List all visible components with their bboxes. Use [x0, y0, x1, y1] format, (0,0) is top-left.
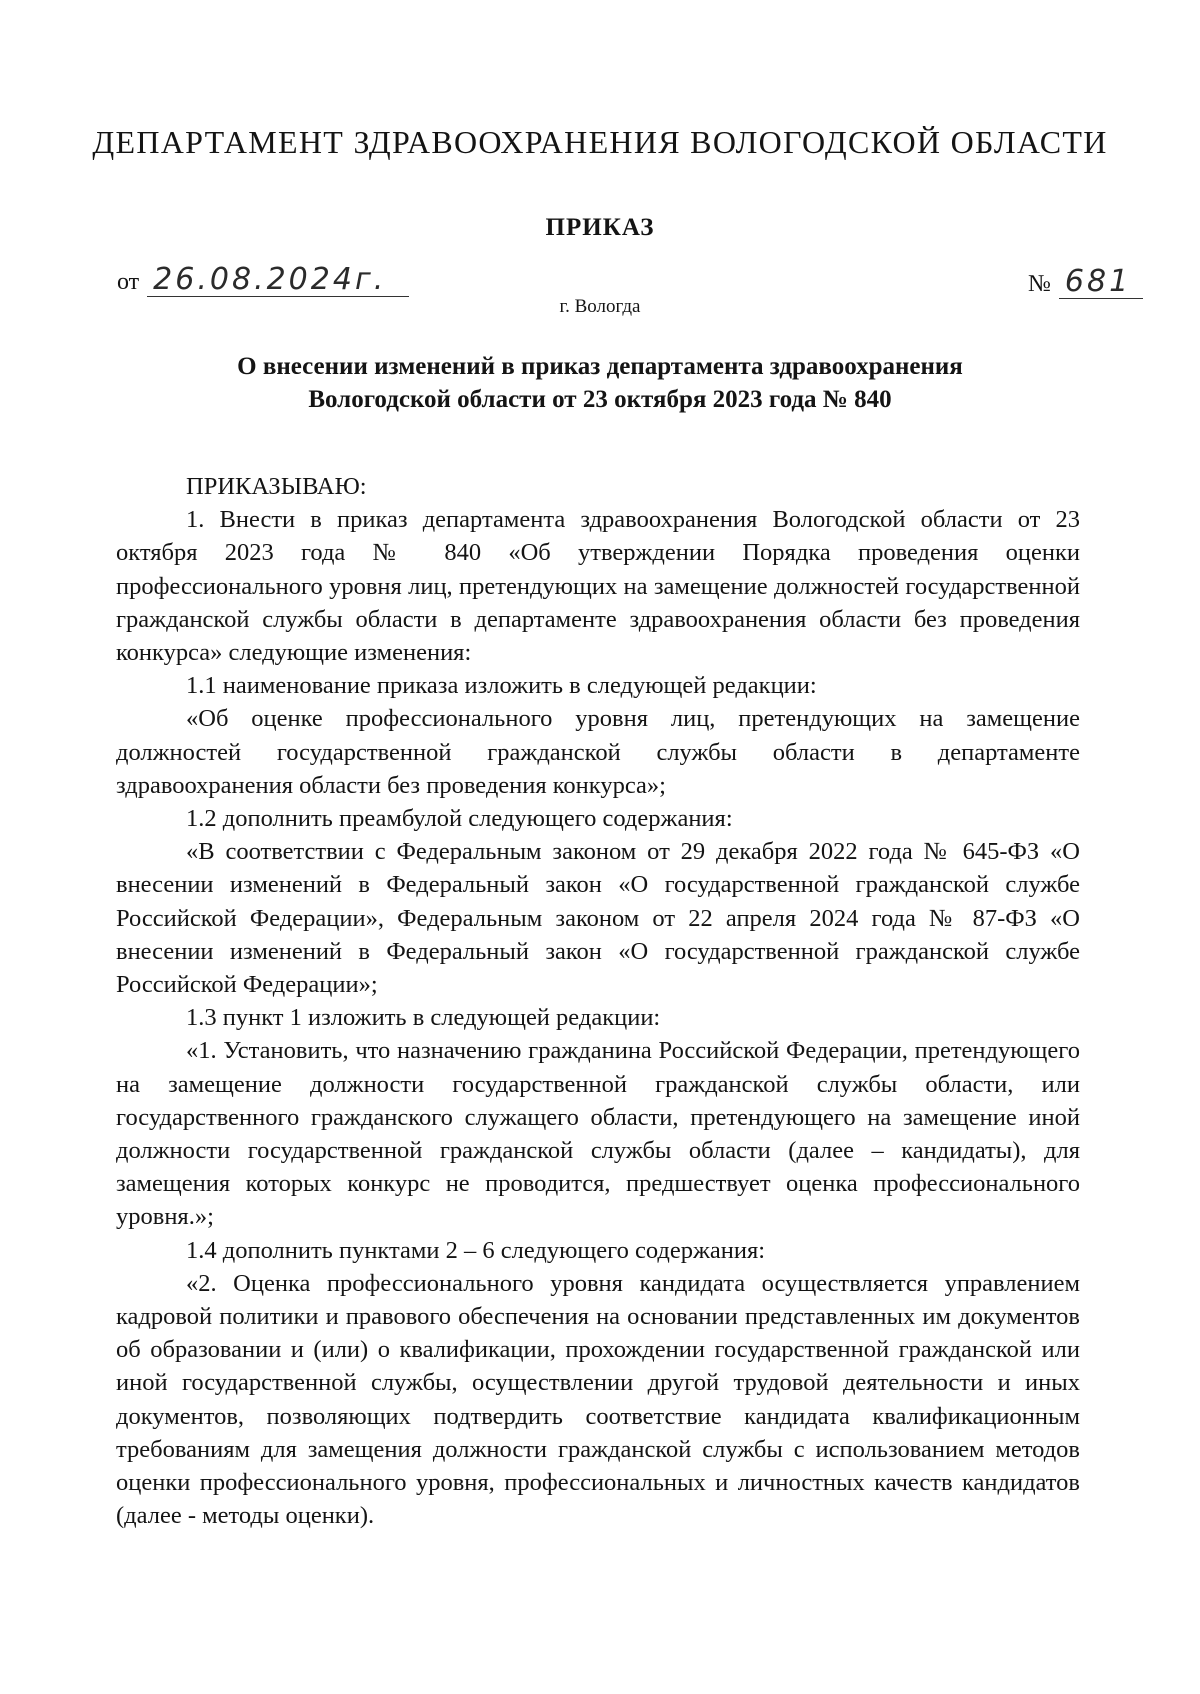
number-prefix: №	[1028, 271, 1051, 297]
order-body	[116, 470, 1080, 1533]
order-number-row	[1028, 266, 1143, 299]
paragraph: 1.1 наименование приказа изложить в следующей редакции:	[186, 672, 817, 700]
city-label: г. Вологда	[559, 296, 641, 317]
order-title: ПРИКАЗ	[545, 214, 655, 241]
handwritten-date: 26.08.2024г.	[147, 264, 409, 297]
paragraph: «В соответствии с Федеральным законом от 29 декабря 2022 года № 645-ФЗ «О внесении изменений в Федеральный закон «О государственной гражданской службе Российской Федерации», Федеральным законом от 22 апреля 2024 года № 87-ФЗ «О внесении изменений в Федеральный закон «О государственной гражданской службе Российской Федерации»;	[116, 838, 1080, 999]
paragraph: 1.4 дополнить пунктами 2 – 6 следующего содержания:	[186, 1236, 766, 1264]
paragraph: 1.2 дополнить преамбулой следующего содержания:	[186, 805, 733, 833]
department-heading: ДЕПАРТАМЕНТ ЗДРАВООХРАНЕНИЯ ВОЛОГОДСКОЙ ОБЛАСТИ	[92, 124, 1108, 160]
paragraph: «Об оценке профессионального уровня лиц, претендующих на замещение должностей государственной гражданской службы области в департаменте здравоохранения области без проведения конкурса»;	[116, 705, 1080, 799]
subject-line: О внесении изменений в приказ департамента здравоохранения	[237, 353, 963, 380]
paragraph: 1. Внести в приказ департамента здравоохранения Вологодской области от 23 октября 2023 года № 840 «Об утверждении Порядка проведения оценки профессионального уровня лиц, претендующих на замещение должностей государственной гражданской службы области в департаменте здравоохранения области без проведения конкурса» следующие изменения:	[116, 506, 1080, 667]
handwritten-number: 681	[1059, 266, 1143, 299]
order-word: ПРИКАЗЫВАЮ:	[186, 473, 367, 500]
date-prefix: от	[117, 269, 140, 295]
order-subject	[120, 350, 1080, 416]
paragraph: «2. Оценка профессионального уровня кандидата осуществляется управлением кадровой политики и правового обеспечения на основании представленных им документов об образовании и (или) о квалификации, прохождении государственной гражданской или иной государственной службы, осуществлении другой трудовой деятельности и иных документов, позволяющих подтвердить соответствие кандидата квалификационным требованиям для замещения должности гражданской службы с использованием методов оценки профессионального уровня, профессиональных и личностных качеств кандидатов (далее - методы оценки).	[116, 1269, 1080, 1530]
subject-line: Вологодской области от 23 октября 2023 года № 840	[308, 386, 892, 413]
paragraph: «1. Установить, что назначению гражданина Российской Федерации, претендующего на замещение должности государственной гражданской службы области, или государственного гражданского служащего области, претендующего на замещение иной должности государственной гражданской службы области (далее – кандидаты), для замещения которых конкурс не проводится, предшествует оценка профессионального уровня.»;	[116, 1037, 1080, 1231]
order-date-row	[117, 264, 409, 297]
paragraph: 1.3 пункт 1 изложить в следующей редакции:	[186, 1004, 661, 1032]
